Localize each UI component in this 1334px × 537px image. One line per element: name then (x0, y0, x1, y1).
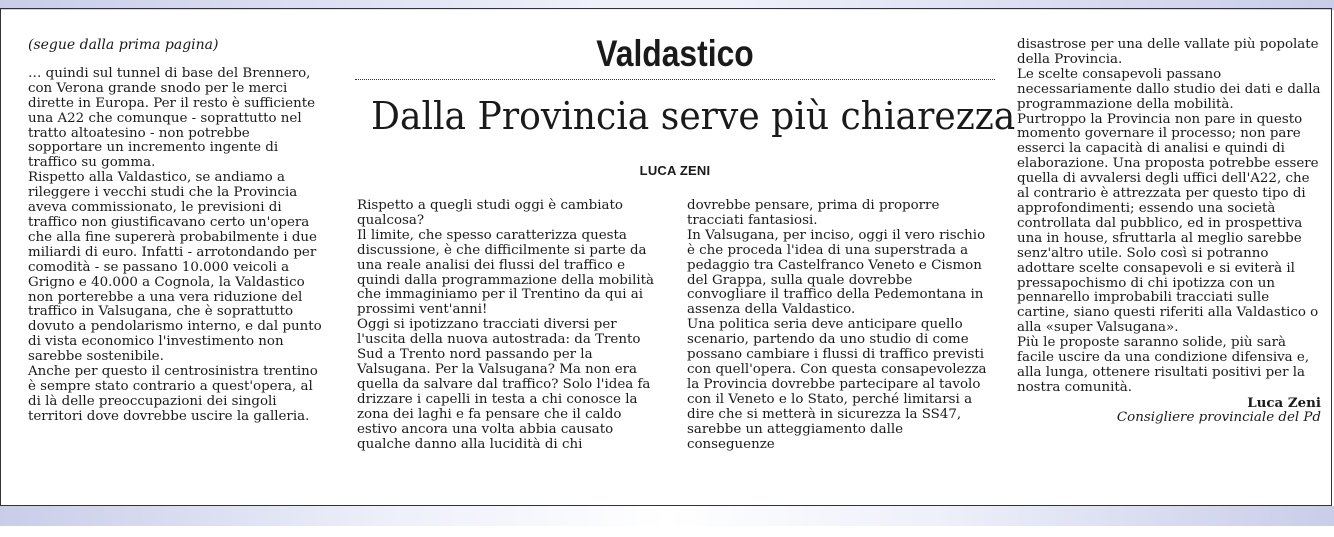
paragraph: Il limite, che spesso caratterizza questa discussione, è che difficilmente si parte da una reale analisi dei flussi del traffico e quindi dalla programmazione della mobilità che immaginiamo per il Trentino da qui ai prossimi vent'anni! (357, 227, 654, 318)
paragraph: Le scelte consapevoli passano necessariamente dallo studio dei dati e dalla programmazione della mobilità. (1017, 66, 1321, 112)
article-column-3 (687, 199, 993, 452)
paragraph: Una politica seria deve anticipare quello scenario, partendo da uno studio di come possano cambiare i flussi di traffico previsti con quell'opera. Con questa consapevolezza la Provincia dovrebbe partecipare al tavolo con il Veneto e lo Stato, perché limitarsi a dire che si metterà in sicurezza la SS47, sarebbe un atteggiamento dalle conseguenze (687, 317, 987, 452)
bottom-color-band (0, 506, 1334, 526)
continuation-kicker: (segue dalla prima pagina) (28, 37, 219, 53)
headline: Dalla Provincia serve più chiarezza (371, 94, 1016, 138)
article-column-4 (1017, 38, 1321, 426)
paragraph: Oggi si ipotizzano tracciati diversi per l'uscita della nuova autostrada: da Trento Sud a Trento nord passando per la Valsugana. Per la Valsugana? Ma non era quella da salvare dal traffico? Solo l'idea fa drizzare i capelli in testa a chi conosce la zona dei laghi e fa pensare che il caldo estivo ancora una volta abbia causato qualche danno alla lucidità di chi (357, 317, 651, 452)
paragraph: Più le proposte saranno solide, più sarà facile uscire da una condizione difensiva e, alla lunga, ottenere risultati positivi per la nostra comunità. (1017, 335, 1310, 395)
section-title: Valdastico (596, 33, 754, 74)
paragraph: Rispetto alla Valdastico, se andiamo a rileggere i vecchi studi che la Provincia aveva commissionato, le previsioni di traffico non giustificavano certo un'opera che alla fine supererà probabilmente i due miliardi di euro. Infatti - arrotondando per comodità - se passano 10.000 veicoli a Grigno e 40.000 a Cognola, la Valdastico non porterebbe a una vera riduzione del traffico in Valsugana, che è soprattutto dovuto a pendolarismo interno, e dal punto di vista economico l'investimento non sarebbe sostenibile. (28, 170, 322, 365)
signature-name: Luca Zeni (1247, 394, 1321, 411)
paragraph: Purtroppo la Provincia non pare in questo momento governare il processo; non pare esserci la capacità di analisi e quindi di elaborazione. Una proposta potrebbe essere quella di avvalersi degli uffici dell'A22, che al contrario è attrezzata per questo tipo di approfondimenti; essendo una società controllata dal pubblico, ed in prospettiva una in house, sfruttarla al meglio sarebbe senz'altro utile. Solo così si potranno adottare scelte consapevoli e si eviterà il pressapochismo di chi ipotizza con un pennarello improbabili tracciati sulle cartine, siano questi riferiti alla Valdastico o alla «super Valsugana». (1017, 111, 1319, 336)
article-column-1 (28, 38, 328, 425)
dotted-divider (355, 79, 995, 80)
paragraph: dovrebbe pensare, prima di proporre tracciati fantasiosi. (687, 198, 940, 228)
paragraph: Rispetto a quegli studi oggi è cambiato qualcosa? (357, 198, 623, 228)
paragraph: disastrose per una delle vallate più popolate della Provincia. (1017, 37, 1319, 67)
byline: LUCA ZENI (639, 163, 711, 178)
signature-role: Consigliere provinciale del Pd (1116, 409, 1321, 425)
paragraph: Anche per questo il centrosinistra trentino è sempre stato contrario a quest'opera, al di là delle preoccupazioni dei singoli territori dove dovrebbe uscire la galleria. (28, 364, 318, 424)
paragraph: In Valsugana, per inciso, oggi il vero rischio è che proceda l'idea di una superstrada a pedaggio tra Castelfranco Veneto e Cismon del Grappa, sulla quale dovrebbe convogliare il traffico della Pedemontana in assenza della Valdastico. (687, 227, 986, 318)
article-column-2 (357, 199, 663, 452)
paragraph: … quindi sul tunnel di base del Brennero, con Verona grande snodo per le merci dirette in Europa. Per il resto è sufficiente una A22 che comunque - soprattutto nel tratto altoatesino - non potrebbe sopportare un incremento ingente di traffico su gomma. (28, 65, 316, 171)
